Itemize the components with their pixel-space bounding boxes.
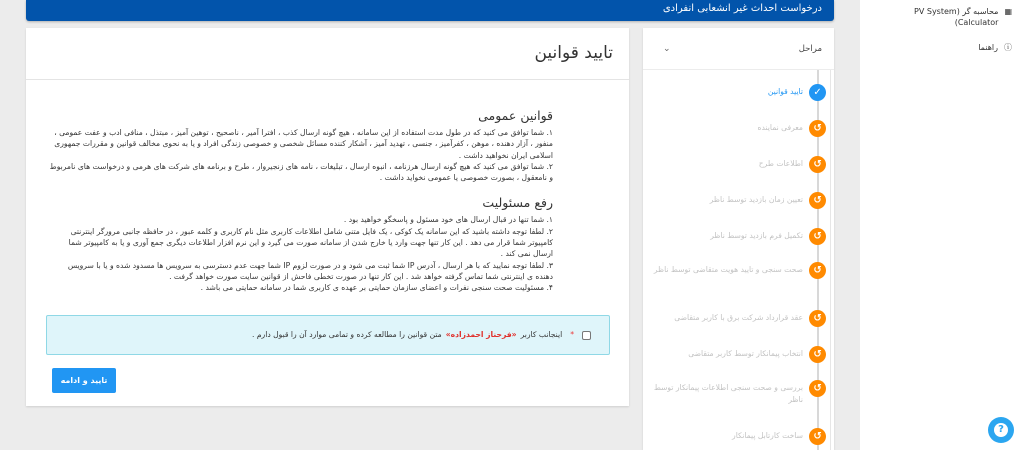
calculator-icon: ▦ — [1004, 7, 1012, 16]
accept-terms-checkbox[interactable] — [582, 331, 591, 340]
accept-terms-box[interactable] — [46, 315, 610, 355]
right-sidebar — [860, 0, 1024, 450]
steps-header[interactable] — [643, 28, 834, 70]
required-mark: * — [570, 330, 574, 339]
pending-step-icon: ↺ — [809, 156, 826, 173]
rules-card — [26, 28, 629, 406]
page-header-bar — [26, 0, 834, 21]
help-fab-button[interactable] — [988, 417, 1014, 443]
rule-item: ۲. لطفا توجه داشته باشید که این سامانه یک کوکی ، یک فایل متنی شامل اطلاعات کاربری مثل نام کاربری و کلمه عبور ، در حافظه جانبی مرورگر اینترنتی کامپیوتر شما قرار می دهد . این کار تنها جهت وارد یا خارج شدن از سامانه صورت می گیرد و این نرم افزار اطلاعات دیگری جمع آوری و یا به کامپیوتر شما ارسال نمی کند . — [68, 226, 553, 259]
sidebar-item-calculator[interactable]: ▦ محاسبه گر (PV System Calculator) — [914, 7, 1012, 27]
accept-suffix: متن قوانین را مطالعه کرده و تمامی موارد آن را قبول دارم . — [252, 330, 442, 339]
confirm-continue-button[interactable]: تایید و ادامه — [52, 368, 116, 393]
question-icon: ? — [994, 423, 1008, 437]
pending-step-icon: ↺ — [809, 346, 826, 363]
help-circle-icon: ⓘ — [1004, 43, 1012, 52]
step-item[interactable]: ↺ بررسی و صحت سنجی اطلاعات پیمانکار توسط ناظر — [651, 380, 826, 406]
rule-item: ۳. لطفا توجه نمایید که با هر ارسال ، آدرس IP شما ثبت می شود و در صورت لزوم IP شما جهت عدم دسترسی به سرویس ها مسدود شده و یا با سرویس دهنده ی اینترنتی شما تماس گرفته خواهد شد . این کار تنها در صورت تخطی فاحش از قوانین سایت صورت خواهد گرفت . — [67, 260, 553, 281]
step-item[interactable]: ↺ معرفی نماینده — [651, 120, 826, 137]
step-item[interactable]: ✓ تایید قوانین — [651, 84, 826, 101]
step-item[interactable]: ↺ عقد قرارداد شرکت برق با کاربر متقاضی — [651, 310, 826, 327]
chevron-down-icon[interactable]: ⌄ — [663, 43, 671, 54]
rule-item: ۲. شما توافق می کنید که هیچ گونه ارسال هرزنامه ، انبوه ارسال ، تبلیغات ، نامه های زنجیروار ، طرح و برنامه های شرکت های هرمی و درخواست های نامربوط و نامعقول ، بصورت خصوصی یا عمومی نخواید داشت . — [49, 161, 553, 183]
accept-prefix: اینجانب کاربر — [520, 330, 563, 339]
pending-step-icon: ↺ — [809, 192, 826, 209]
section-title-general-rules: قوانین عمومی — [478, 108, 553, 123]
step-item[interactable]: ↺ تعیین زمان بازدید توسط ناظر — [651, 192, 826, 209]
pending-step-icon: ↺ — [809, 310, 826, 327]
steps-panel — [643, 28, 834, 450]
pending-step-icon: ↺ — [809, 262, 826, 279]
pending-step-icon: ↺ — [809, 380, 826, 397]
step-item[interactable]: ↺ انتخاب پیمانکار توسط کاربر متقاضی — [651, 346, 826, 363]
steps-title: مراحل — [798, 43, 822, 54]
step-item[interactable]: ↺ ساخت کارتابل پیمانکار — [651, 428, 826, 445]
pending-step-icon: ↺ — [809, 120, 826, 137]
check-circle-icon: ✓ — [809, 84, 826, 101]
sidebar-item-help[interactable]: ⓘ راهنما — [978, 43, 1012, 52]
rule-item: ۴. مسئولیت صحت سنجی نفرات و اعضای سازمان حمایتی بر عهده ی کاربری شما در سامانه حمایتی می باشد . — [200, 283, 553, 293]
pending-step-icon: ↺ — [809, 428, 826, 445]
step-item[interactable]: ↺ اطلاعات طرح — [651, 156, 826, 173]
card-title: تایید قوانین — [26, 28, 629, 80]
step-item[interactable]: ↺ صحت سنجی و تایید هویت متقاضی توسط ناظر — [651, 262, 826, 279]
step-item[interactable]: ↺ تکمیل فرم بازدید توسط ناظر — [651, 228, 826, 245]
rule-item: ۱. شما تنها در قبال ارسال های خود مسئول و پاسخگو خواهید بود . — [343, 215, 553, 225]
pending-step-icon: ↺ — [809, 228, 826, 245]
general-rules-list — [26, 127, 629, 183]
steps-scrollbar[interactable] — [830, 70, 831, 450]
page-header-title: درخواست احداث غیر انشعابی انفرادی — [662, 3, 822, 14]
disclaimer-list — [26, 214, 629, 293]
accept-username: «فرحناز احمدزاده» — [445, 330, 517, 339]
section-title-disclaimer: رفع مسئولیت — [482, 195, 553, 211]
rule-item: ۱. شما توافق می کنید که در طول مدت استفاده از این سامانه ، هیچ گونه ارسال کذب ، افترا آمیر ، ناصحیح ، توهین آمیز ، مبتذل ، منافی ادب و عفت عمومی ، منفور ، آزار دهنده ، موهن ، کفرآمیز ، جنسی ، تهدید آمیز ، آشکار کننده مسائل شخصی و خصوصی زندگی افراد و یا به نحوی مخالف قوانین و مقررات جمهوری اسلامی ایران نخواهید داشت . — [54, 128, 553, 160]
